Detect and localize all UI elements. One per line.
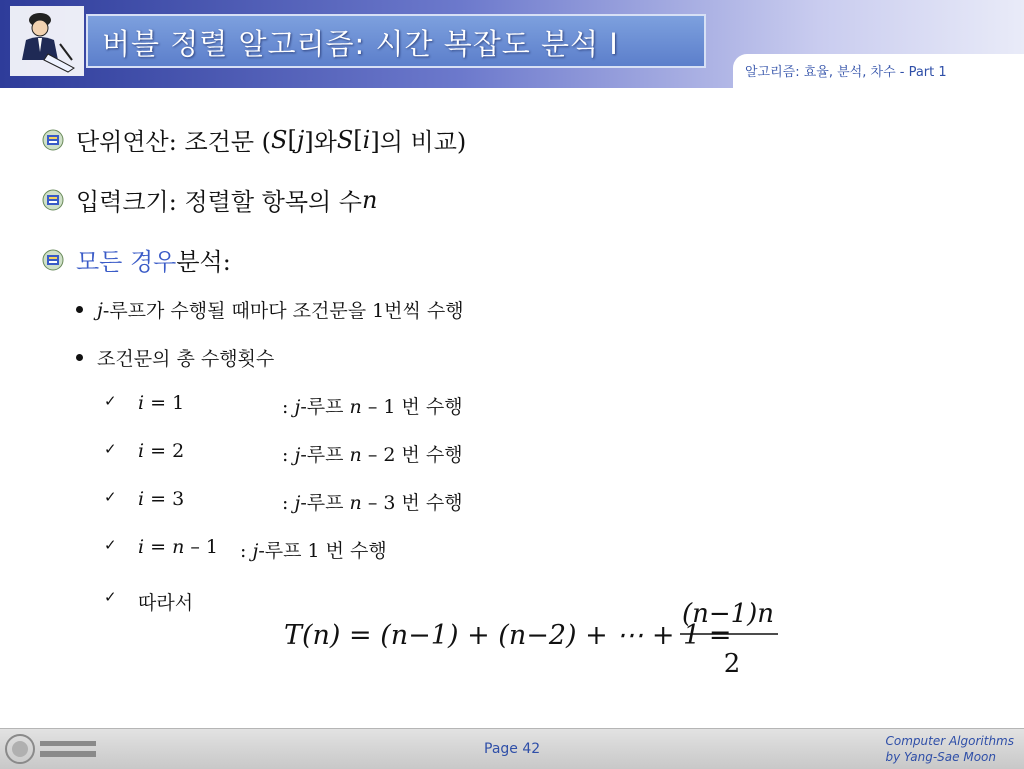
checkmark-icon: ✓ [104, 440, 117, 458]
checkmark-icon: ✓ [104, 588, 117, 606]
footer-bar [0, 728, 1024, 769]
checkmark-icon: ✓ [104, 488, 117, 506]
university-emblem-icon [42, 189, 64, 211]
university-logo-icon [2, 731, 102, 767]
slide-title-box [86, 14, 706, 68]
sum-formula [282, 598, 802, 680]
university-emblem-icon [42, 129, 64, 151]
section-subtitle: 알고리즘: 효율, 분석, 차수 - Part 1 [745, 65, 947, 80]
footer-credit: Computer Algorithms by Yang-Sae Moon [885, 734, 1014, 764]
formula-denominator: 2 [723, 649, 741, 679]
bullet-all-cases: 모든 경우 분석: [42, 242, 231, 277]
bullet-input-size: 입력크기: 정렬할 항목의 수 n [42, 182, 377, 217]
sub-bullet-total: 조건문의 총 수행횟수 [76, 344, 274, 371]
checkmark-icon: ✓ [104, 392, 117, 410]
professor-writing-icon [8, 4, 86, 78]
bullet-dot [76, 306, 83, 313]
slide-title: 버블 정렬 알고리즘: 시간 복잡도 분석 I [102, 27, 619, 61]
page-number: Page 42 [484, 741, 541, 757]
section-tab [733, 54, 1024, 88]
formula-lhs: T(n) = (n−1) + (n−2) + ⋯ + 1 = [284, 620, 732, 651]
bullet-unit-operation: 단위연산: 조건문 ( S [ j ]와 S [ i ]의 비교) [42, 122, 466, 157]
checkmark-icon: ✓ [104, 536, 117, 554]
header-bar [0, 0, 1024, 88]
bullet-dot [76, 354, 83, 361]
formula-numerator: (n−1)n [681, 599, 775, 629]
sub-bullet-loop: j -루프가 수행될 때마다 조건문을 1번씩 수행 [76, 296, 464, 323]
university-emblem-icon [42, 249, 64, 271]
